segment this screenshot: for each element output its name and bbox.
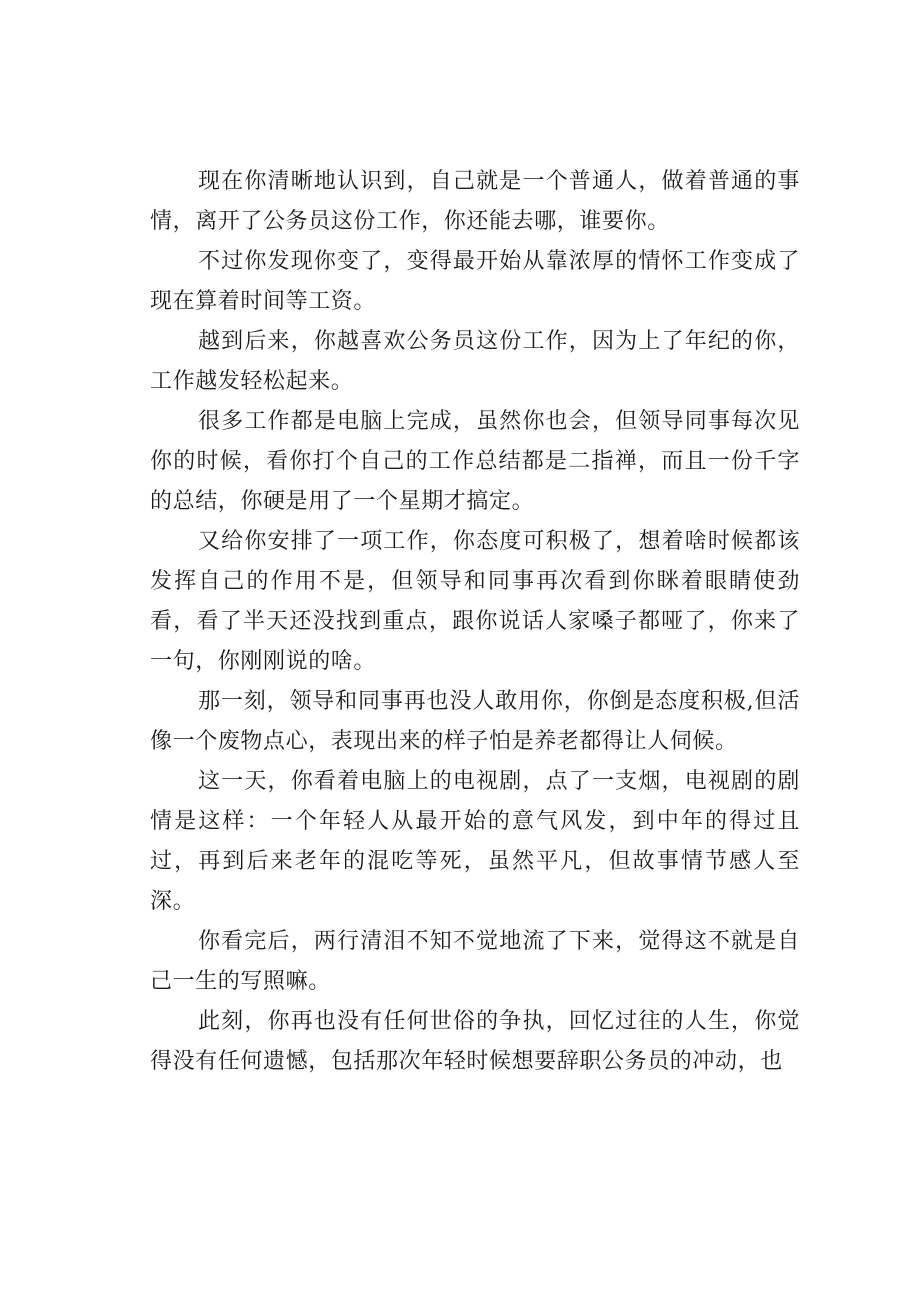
paragraph-3: 越到后来，你越喜欢公务员这份工作，因为上了年纪的你，工作越发轻松起来。 [150, 329, 800, 394]
paragraph-9: 此刻，你再也没有任何世俗的争执，回忆过往的人生，你觉得没有任何遗憾，包括那次年轻时候想要辞职公务员的冲动，也 [150, 1009, 800, 1074]
document-body [150, 162, 800, 1082]
paragraph-7: 这一天，你看着电脑上的电视剧，点了一支烟，电视剧的剧情是这样：一个年轻人从最开始的意气风发，到中年的得过且过，再到后来老年的混吃等死，虽然平凡，但故事情节感人至深。 [150, 769, 800, 914]
paragraph-2: 不过你发现你变了，变得最开始从靠浓厚的情怀工作变成了现在算着时间等工资。 [150, 249, 800, 314]
paragraph-8: 你看完后，两行清泪不知不觉地流了下来，觉得这不就是自己一生的写照嘛。 [150, 929, 800, 994]
paragraph-4: 很多工作都是电脑上完成，虽然你也会，但领导同事每次见你的时候，看你打个自己的工作总结都是二指禅，而且一份千字的总结，你硬是用了一个星期才搞定。 [150, 409, 800, 514]
paragraph-1: 现在你清晰地认识到，自己就是一个普通人，做着普通的事情，离开了公务员这份工作，你还能去哪，谁要你。 [150, 169, 800, 234]
paragraph-6: 那一刻，领导和同事再也没人敢用你，你倒是态度积极,但活像一个废物点心，表现出来的样子怕是养老都得让人伺候。 [150, 689, 800, 754]
paragraph-5: 又给你安排了一项工作，你态度可积极了，想着啥时候都该发挥自己的作用不是，但领导和同事再次看到你眯着眼睛使劲看，看了半天还没找到重点，跟你说话人家嗓子都哑了，你来了一句，你刚刚说的啥。 [150, 529, 800, 674]
